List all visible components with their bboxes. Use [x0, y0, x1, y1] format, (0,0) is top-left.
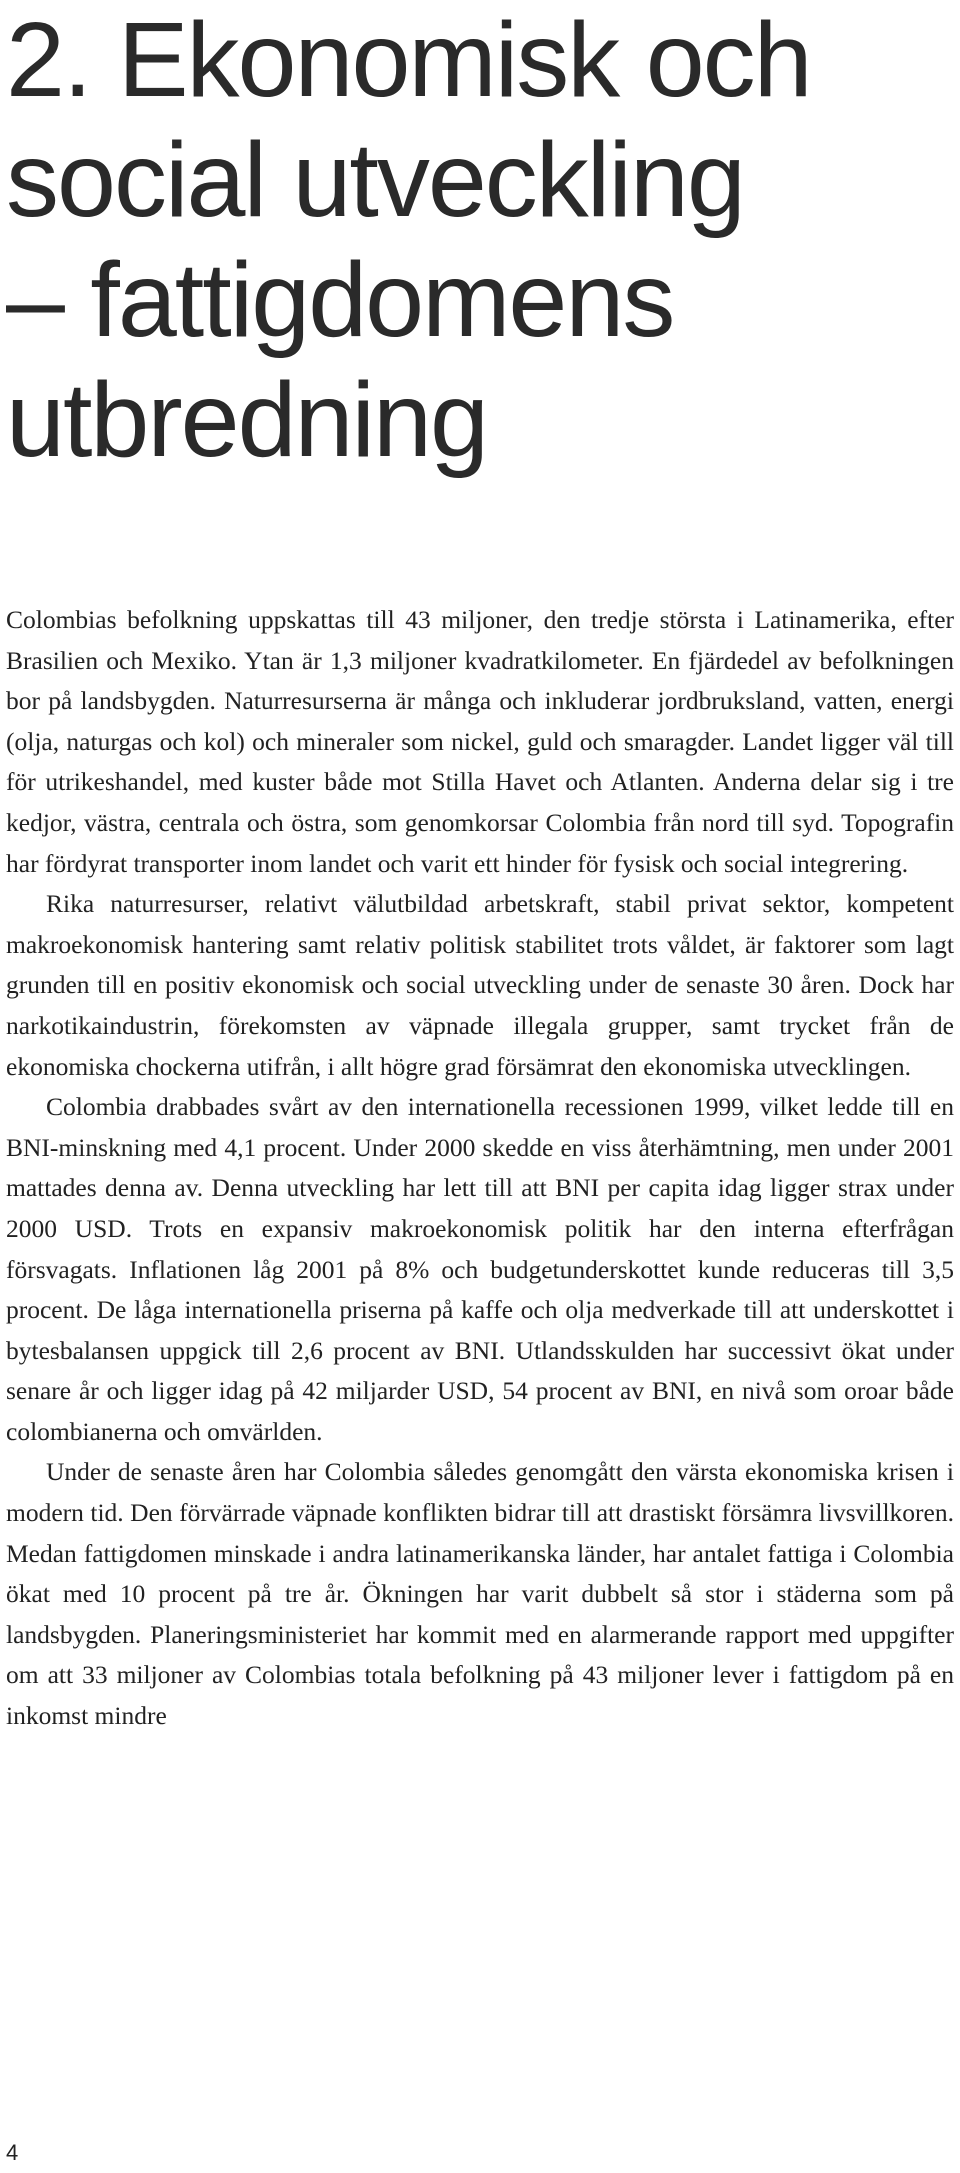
chapter-heading-line-4: utbredning	[6, 361, 487, 479]
paragraph-2: Rika naturresurser, relativt välutbildad arbetskraft, stabil privat sektor, kompetent makroekonomisk hantering samt relativ politisk stabilitet trots våldet, är faktorer som lagt grunden till en positiv ekonomisk och social utveckling under de senaste 30 åren. Dock har narkotikaindustrin, förekomsten av väpnade illegala grupper, samt trycket från de ekonomiska chockerna utifrån, i allt högre grad försämrat den ekonomiska utvecklingen.	[6, 889, 954, 1081]
paragraph-4: Under de senaste åren har Colombia således genomgått den värsta ekonomiska krisen i modern tid. Den förvärrade väpnade konflikten bidrar till att drastiskt försämra livsvillkoren. Medan fattigdomen minskade i andra latinamerikanska länder, har antalet fattiga i Colombia ökat med 10 procent på tre år. Ökningen har varit dubbelt så stor i städerna som på landsbygden. Planeringsministeriet har kommit med en alarmerande rapport med uppgifter om att 33 miljoner av Colombias totala befolkning på 43 miljoner lever i fattigdom på en inkomst mindre	[6, 1457, 954, 1731]
chapter-heading	[6, 0, 946, 480]
chapter-heading-line-3: – fattigdomens	[6, 241, 674, 359]
body-text	[6, 600, 954, 1737]
chapter-heading-line-1: 2. Ekonomisk och	[6, 1, 811, 119]
paragraph-3: Colombia drabbades svårt av den internationella recessionen 1999, vilket ledde till en BNI-minskning med 4,1 procent. Under 2000 skedde en viss återhämtning, men under 2001 mattades denna av. Denna utveckling har lett till att BNI per capita idag ligger strax under 2000 USD. Trots en expansiv makroekonomisk politik har den interna efterfrågan försvagats. Inflationen låg 2001 på 8% och budgetunderskottet kunde reduceras till 3,5 procent. De låga internationella priserna på kaffe och olja medverkade till att underskottet i bytesbalansen uppgick till 2,6 procent av BNI. Utlandsskulden har successivt ökat under senare år och ligger idag på 42 miljarder USD, 54 procent av BNI, en nivå som oroar både colombianerna och omvärlden.	[6, 1092, 954, 1446]
page-number: 4	[6, 2140, 19, 2165]
paragraph-1: Colombias befolkning uppskattas till 43 miljoner, den tredje största i Latinamerika, efter Brasilien och Mexiko. Ytan är 1,3 miljoner kvadratkilometer. En fjärdedel av befolkningen bor på landsbygden. Naturresurserna är många och inkluderar jordbruksland, vatten, energi (olja, naturgas och kol) och mineraler som nickel, guld och smaragder. Landet ligger väl till för utrikeshandel, med kuster både mot Stilla Havet och Atlanten. Anderna delar sig i tre kedjor, västra, centrala och östra, som genomkorsar Colombia från nord till syd. Topografin har fördyrat transporter inom landet och varit ett hinder för fysisk och social integrering.	[6, 605, 954, 878]
chapter-heading-line-2: social utveckling	[6, 121, 744, 239]
